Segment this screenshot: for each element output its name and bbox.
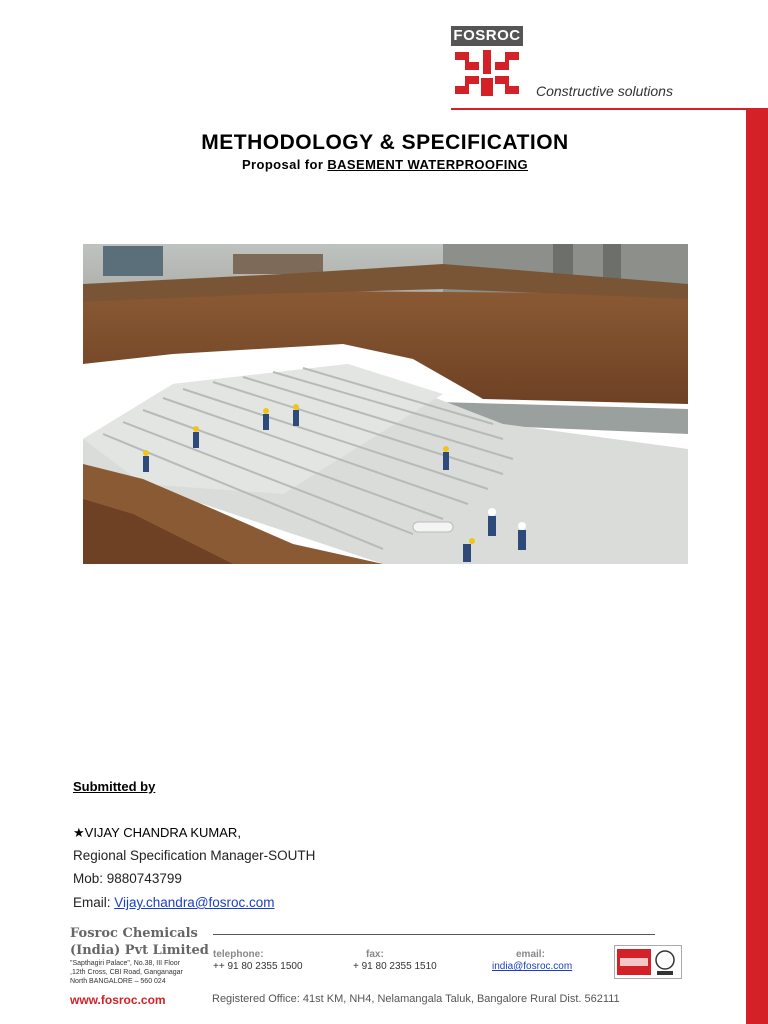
basement-excavation-illustration (83, 244, 688, 564)
header-rule (451, 108, 768, 110)
submitter-mobile (73, 871, 182, 886)
address-line1: "Sapthagiri Palace", No.38, III Floor (70, 960, 181, 967)
company-name-line2: (India) Pvt Limited (70, 943, 209, 958)
telephone-number: ++ 91 80 2355 1500 (213, 961, 303, 972)
fosroc-logo (451, 26, 523, 98)
fax-number: + 91 80 2355 1510 (353, 961, 437, 972)
company-address (70, 959, 205, 986)
document-subtitle (0, 157, 768, 172)
mobile-number: 9880743799 (106, 871, 182, 886)
fax-label: fax: (366, 949, 384, 960)
footer-email (492, 961, 572, 972)
email-link[interactable]: Vijay.chandra@fosroc.com (114, 895, 275, 910)
logo-wordmark: FOSROC (451, 26, 523, 46)
company-name (70, 925, 209, 959)
submitted-by-heading: Submitted by (73, 779, 156, 794)
site-photo (83, 244, 688, 564)
footer-email-link[interactable]: india@fosroc.com (492, 961, 573, 972)
subtitle-prefix: Proposal for (241, 157, 328, 172)
subtitle-topic: BASEMENT WATERPROOFING (327, 157, 529, 172)
side-accent-bar (746, 110, 768, 1024)
submitter-role: Regional Specification Manager-SOUTH (73, 848, 316, 863)
address-line3: North BANGALORE – 560 024 (70, 978, 166, 985)
mobile-label: Mob: (73, 871, 107, 886)
registered-office: Registered Office: 41st KM, NH4, Nelamangala Taluk, Bangalore Rural Dist. 562111 (212, 993, 620, 1005)
submitter-name: ★VIJAY CHANDRA KUMAR, (73, 825, 241, 840)
submitter-email (73, 895, 275, 910)
fosroc-emblem-icon (451, 48, 523, 98)
footer-rule (213, 934, 655, 935)
telephone-label: telephone: (213, 949, 264, 960)
footer-email-label: email: (516, 949, 545, 960)
certification-badge (614, 945, 682, 979)
website-link[interactable]: www.fosroc.com (70, 993, 166, 1007)
address-line2: ,12th Cross, CBI Road, Ganganagar (70, 969, 183, 976)
email-label: Email: (73, 895, 115, 910)
tagline: Constructive solutions (536, 83, 673, 99)
document-title: METHODOLOGY & SPECIFICATION (201, 131, 569, 154)
company-name-line1: Fosroc Chemicals (70, 926, 198, 941)
certification-logo-icon (615, 946, 681, 978)
